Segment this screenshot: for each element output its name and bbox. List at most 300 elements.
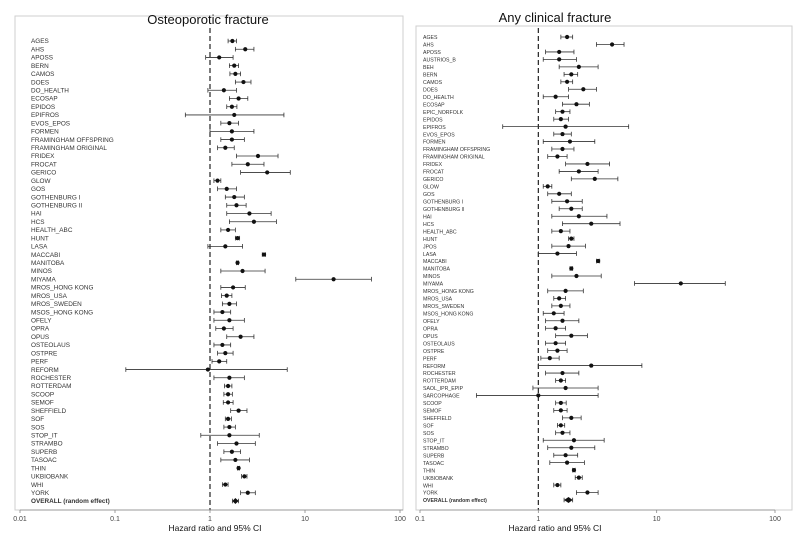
right-forest-row	[423, 50, 574, 57]
left-forest-row	[31, 87, 236, 94]
left-study-label: MSOS_HONG KONG	[31, 309, 94, 317]
left-study-label: SHEFFIELD	[31, 407, 67, 415]
right-study-label: MIYAMA	[423, 281, 444, 288]
left-study-label: EPIFROS	[31, 112, 60, 120]
left-point-estimate	[217, 359, 221, 363]
left-forest-row	[31, 235, 240, 242]
right-study-label: FROCAT	[423, 169, 444, 176]
left-forest-row	[31, 104, 237, 111]
right-study-label: BEH	[423, 65, 434, 72]
left-point-estimate	[265, 170, 269, 174]
right-forest-row	[423, 72, 578, 79]
left-point-estimate	[232, 64, 236, 68]
right-forest-row	[423, 251, 576, 258]
left-forest-row	[31, 424, 235, 431]
left-study-label: FRIDEX	[31, 153, 55, 161]
left-study-label: FRAMINGHAM OFFSPRING	[31, 136, 114, 144]
right-forest-row	[423, 468, 576, 475]
left-point-estimate	[331, 277, 335, 281]
left-study-label: OPRA	[31, 325, 50, 333]
left-forest-row	[31, 186, 236, 193]
left-point-estimate	[230, 105, 234, 109]
left-forest-row	[31, 170, 290, 177]
left-forest-row	[31, 350, 233, 357]
right-forest-row	[423, 206, 582, 213]
right-study-label: UKBIOBANK	[423, 475, 454, 482]
left-point-estimate	[227, 302, 231, 306]
right-study-label: MROS_USA	[423, 296, 453, 303]
right-study-label: LASA	[423, 251, 437, 258]
left-study-label: FRAMINGHAM ORIGINAL	[31, 144, 107, 152]
right-forest-row	[423, 341, 566, 348]
left-forest-row	[31, 375, 244, 382]
right-forest-row	[423, 430, 570, 437]
right-forest-row	[423, 199, 582, 206]
left-point-estimate	[234, 203, 238, 207]
left-study-label: UKBIOBANK	[31, 473, 69, 481]
right-forest-row	[423, 408, 567, 415]
left-forest-row	[31, 334, 254, 341]
right-study-label: OPUS	[423, 333, 438, 340]
left-study-label: TASOAC	[31, 457, 57, 465]
right-study-label: STRAMBO	[423, 445, 449, 452]
left-study-label: BERN	[31, 62, 49, 70]
right-forest-row	[423, 311, 564, 318]
right-point-estimate	[557, 57, 561, 61]
right-forest-row	[423, 363, 642, 370]
right-point-estimate	[559, 229, 563, 233]
right-study-label: HAI	[423, 214, 432, 221]
right-point-estimate	[557, 296, 561, 300]
right-study-label: AHS	[423, 42, 434, 49]
left-point-estimate	[227, 433, 231, 437]
right-study-label: MINOS	[423, 274, 441, 281]
right-point-estimate	[589, 222, 593, 226]
right-forest-row	[423, 139, 595, 146]
right-forest-row	[423, 214, 607, 221]
left-point-estimate	[230, 129, 234, 133]
right-forest-row	[423, 281, 725, 288]
right-tick-label: 10	[652, 516, 661, 523]
left-forest-row	[31, 285, 245, 292]
right-point-estimate	[559, 304, 563, 308]
left-forest-row	[31, 317, 244, 324]
left-study-label: AHS	[31, 46, 45, 54]
right-point-estimate	[555, 349, 559, 353]
left-study-label: FROCAT	[31, 161, 57, 169]
right-point-estimate	[585, 490, 589, 494]
right-forest-row	[423, 348, 567, 355]
left-study-label: MACCABI	[31, 251, 61, 259]
left-point-estimate	[256, 154, 260, 158]
right-point-estimate	[555, 154, 559, 158]
left-tick-label: 0.1	[110, 516, 120, 523]
left-study-label: YORK	[31, 489, 50, 497]
left-point-estimate	[226, 228, 230, 232]
right-forest-row	[423, 318, 579, 325]
right-tick-label: 0.1	[415, 516, 425, 523]
right-point-estimate	[565, 461, 569, 465]
right-study-label: EPIC_NORFOLK	[423, 109, 464, 116]
left-overall-diamond	[232, 498, 238, 504]
right-forest-row	[423, 445, 595, 452]
left-point-estimate	[246, 162, 250, 166]
left-forest-row	[31, 359, 227, 366]
right-study-label: HCS	[423, 221, 434, 228]
right-point-estimate	[572, 438, 576, 442]
left-study-label: OFELY	[31, 317, 52, 325]
left-forest-row	[31, 219, 276, 226]
right-point-estimate	[569, 207, 573, 211]
right-forest-row	[423, 94, 569, 101]
right-study-label: DO_HEALTH	[423, 94, 454, 101]
left-forest-row	[31, 137, 244, 144]
left-point-estimate	[236, 466, 240, 470]
right-point-estimate	[564, 386, 568, 390]
right-point-estimate	[552, 311, 556, 315]
left-forest-row	[31, 474, 247, 481]
right-forest-row	[423, 124, 629, 130]
left-forest-row	[31, 383, 232, 390]
left-forest-row	[31, 129, 254, 136]
left-forest-row	[31, 211, 271, 218]
right-point-estimate	[554, 95, 558, 99]
left-point-estimate	[247, 211, 251, 215]
right-study-label: FORMEN	[423, 139, 446, 146]
left-forest-row	[31, 482, 228, 489]
right-study-label: MSOS_HONG KONG	[423, 311, 474, 318]
left-forest-row	[31, 465, 241, 472]
right-point-estimate	[610, 42, 614, 46]
left-forest-row	[31, 342, 231, 349]
left-study-label: APOSS	[31, 54, 54, 62]
right-study-label: THIN	[423, 468, 436, 475]
right-study-label: MANITOBA	[423, 266, 450, 273]
left-forest-row	[31, 153, 278, 160]
left-point-estimate	[236, 96, 240, 100]
right-point-estimate	[569, 237, 573, 241]
right-point-estimate	[577, 214, 581, 218]
right-forest-row	[423, 483, 561, 490]
left-point-estimate	[217, 55, 221, 59]
left-study-label: HEALTH_ABC	[31, 227, 73, 235]
left-study-label: OVERALL (random effect)	[31, 498, 110, 506]
left-point-estimate	[223, 351, 227, 355]
right-study-label: SAOL_IPR_EPIP	[423, 386, 464, 393]
right-point-estimate	[679, 281, 683, 285]
right-point-estimate	[569, 334, 573, 338]
right-forest-row	[423, 177, 618, 184]
right-study-label: ROCHESTER	[423, 371, 456, 378]
right-point-estimate	[559, 378, 563, 382]
right-point-estimate	[560, 110, 564, 114]
left-study-label: CAMOS	[31, 71, 55, 79]
left-x-axis-label: Hazard ratio and 95% CI	[168, 523, 262, 533]
left-study-label: SOS	[31, 424, 45, 432]
right-forest-row	[423, 87, 596, 94]
right-study-label: GLOW	[423, 184, 439, 191]
right-point-estimate	[559, 423, 563, 427]
right-point-estimate	[589, 363, 593, 367]
left-point-estimate	[232, 113, 236, 117]
left-point-estimate	[262, 252, 266, 256]
right-forest-row	[423, 274, 601, 281]
left-point-estimate	[241, 80, 245, 84]
right-point-estimate	[566, 244, 570, 248]
right-study-label: MROS_HONG KONG	[423, 289, 474, 296]
left-point-estimate	[226, 417, 230, 421]
left-forest-row	[31, 490, 255, 497]
left-point-estimate	[239, 335, 243, 339]
right-point-estimate	[560, 371, 564, 375]
left-study-label: MANITOBA	[31, 259, 65, 267]
right-study-label: STOP_IT	[423, 438, 445, 445]
left-study-label: SOF	[31, 416, 45, 424]
right-forest-row	[423, 184, 552, 191]
right-point-estimate	[555, 251, 559, 255]
left-forest-row	[31, 194, 244, 201]
left-point-estimate	[227, 318, 231, 322]
left-forest-row	[31, 432, 259, 439]
left-study-label: GLOW	[31, 177, 51, 185]
left-study-label: AGES	[31, 38, 49, 46]
right-point-estimate	[557, 192, 561, 196]
right-forest-row	[423, 460, 584, 467]
right-study-label: APOSS	[423, 50, 441, 57]
left-study-label: MROS_SWEDEN	[31, 301, 82, 309]
left-study-label: GERICO	[31, 169, 57, 177]
right-forest-row	[423, 57, 576, 64]
right-forest-row	[423, 244, 585, 251]
left-study-label: SEMOF	[31, 399, 54, 407]
left-forest-row	[31, 293, 232, 300]
left-point-estimate	[226, 392, 230, 396]
right-forest-row	[423, 393, 598, 400]
left-study-label: MROS_HONG KONG	[31, 284, 94, 292]
right-point-estimate	[574, 102, 578, 106]
left-study-label: HCS	[31, 218, 45, 226]
left-forest-row	[31, 46, 254, 53]
right-point-estimate	[559, 117, 563, 121]
right-point-estimate	[554, 326, 558, 330]
left-forest-row	[31, 391, 232, 398]
left-study-label: ECOSAP	[31, 95, 58, 103]
left-forest-row	[31, 96, 248, 103]
right-forest-row	[423, 236, 574, 243]
left-study-label: REFORM	[31, 366, 59, 374]
left-point-estimate	[220, 343, 224, 347]
left-forest-row	[31, 38, 236, 45]
left-study-label: HAI	[31, 210, 42, 218]
left-point-estimate	[215, 179, 219, 183]
left-point-estimate	[246, 491, 250, 495]
right-point-estimate	[574, 274, 578, 278]
right-panel-frame	[416, 26, 792, 510]
left-point-estimate	[233, 72, 237, 76]
left-point-estimate	[222, 88, 226, 92]
left-point-estimate	[230, 450, 234, 454]
left-study-label: ROTTERDAM	[31, 383, 72, 391]
left-forest-row	[31, 202, 246, 209]
right-point-estimate	[564, 125, 568, 129]
right-study-label: HEALTH_ABC	[423, 229, 457, 236]
right-forest-row	[423, 378, 566, 385]
left-study-label: SCOOP	[31, 391, 55, 399]
right-overall-diamond	[564, 497, 573, 503]
right-forest-row	[423, 154, 567, 161]
left-forest-row	[31, 55, 233, 62]
right-point-estimate	[577, 475, 581, 479]
right-study-label: FRIDEX	[423, 162, 443, 169]
left-forest-row	[31, 244, 243, 251]
left-tick-label: 10	[301, 516, 309, 523]
left-study-label: LASA	[31, 243, 48, 251]
right-forest-row	[423, 423, 565, 430]
left-forest-row	[31, 408, 247, 415]
right-study-label: AUSTRIOS_B	[423, 57, 456, 64]
right-forest-row	[423, 80, 573, 87]
left-forest-row	[31, 268, 265, 275]
right-study-label: GERICO	[423, 177, 444, 184]
left-study-label: DOES	[31, 79, 50, 87]
right-study-label: TASOAC	[423, 460, 444, 467]
right-study-label: ROTTERDAM	[423, 378, 456, 385]
right-point-estimate	[560, 132, 564, 136]
right-forest-row	[423, 109, 570, 116]
right-forest-row	[423, 416, 581, 423]
left-point-estimate	[235, 261, 239, 265]
left-forest-row	[31, 112, 284, 119]
right-tick-label: 100	[769, 516, 781, 523]
left-forest-row	[31, 178, 221, 185]
left-forest-row	[31, 441, 255, 448]
left-point-estimate	[252, 220, 256, 224]
right-study-label: CAMOS	[423, 80, 443, 87]
right-forest-row	[423, 117, 569, 124]
left-study-label: MROS_USA	[31, 292, 67, 300]
left-study-label: SUPERB	[31, 448, 58, 456]
left-forest-row	[31, 252, 266, 259]
left-tick-label: 100	[394, 516, 406, 523]
left-forest-row	[31, 63, 239, 70]
right-forest-row	[423, 401, 566, 408]
right-study-label: REFORM	[423, 363, 446, 370]
left-point-estimate	[233, 458, 237, 462]
right-point-estimate	[585, 162, 589, 166]
right-forest-row	[423, 147, 574, 154]
left-point-estimate	[243, 47, 247, 51]
right-point-estimate	[560, 147, 564, 151]
left-forest-row	[31, 260, 240, 267]
right-point-estimate	[548, 356, 552, 360]
right-study-label: GOS	[423, 192, 435, 199]
right-forest-row	[423, 266, 573, 273]
right-forest-row	[423, 333, 587, 340]
right-study-label: YORK	[423, 490, 438, 497]
right-forest-row	[423, 371, 579, 378]
right-forest-row	[423, 132, 571, 139]
right-study-label: SEMOF	[423, 408, 442, 415]
right-forest-row	[423, 490, 598, 497]
right-point-estimate	[577, 169, 581, 173]
right-point-estimate	[546, 184, 550, 188]
right-point-estimate	[569, 266, 573, 270]
right-point-estimate	[536, 393, 540, 397]
right-point-estimate	[568, 139, 572, 143]
right-study-label: PERF	[423, 356, 437, 363]
left-point-estimate	[226, 400, 230, 404]
right-study-label: OVERALL (random effect)	[423, 498, 487, 505]
left-study-label: EPIDOS	[31, 103, 56, 111]
right-study-label: EPIDOS	[423, 117, 443, 124]
left-forest-row	[31, 301, 236, 308]
right-forest-row	[423, 229, 570, 236]
left-study-label: ROCHESTER	[31, 374, 72, 382]
left-study-label: OSTPRE	[31, 350, 58, 358]
left-point-estimate	[220, 310, 224, 314]
left-point-estimate	[222, 326, 226, 330]
left-study-label: OPUS	[31, 333, 50, 341]
left-study-label: OSTEOLAUS	[31, 342, 71, 350]
right-forest-row	[423, 65, 598, 72]
left-study-label: STOP_IT	[31, 432, 58, 440]
right-point-estimate	[565, 199, 569, 203]
right-forest-row	[423, 221, 620, 228]
left-forest-row	[31, 145, 234, 152]
right-study-label: OSTPRE	[423, 348, 445, 355]
right-study-label: HUNT	[423, 236, 438, 243]
right-study-label: SCOOP	[423, 401, 442, 408]
left-point-estimate	[206, 367, 210, 371]
left-forest-row	[31, 367, 287, 374]
left-point-estimate	[227, 376, 231, 380]
left-study-label: DO_HEALTH	[31, 87, 69, 95]
right-point-estimate	[557, 50, 561, 54]
right-point-estimate	[569, 416, 573, 420]
right-study-label: SOS	[423, 430, 434, 437]
left-tick-label: 0.01	[13, 516, 27, 523]
right-point-estimate	[572, 468, 576, 472]
left-study-label: GOS	[31, 186, 46, 194]
left-forest-row	[31, 326, 233, 333]
right-point-estimate	[555, 483, 559, 487]
right-point-estimate	[565, 35, 569, 39]
left-tick-label: 1	[208, 516, 212, 523]
right-study-label: SOF	[423, 423, 434, 430]
right-study-label: BERN	[423, 72, 438, 79]
right-study-label: OFELY	[423, 318, 440, 325]
left-forest-row	[31, 120, 239, 127]
right-study-label: OPRA	[423, 326, 438, 333]
left-point-estimate	[227, 425, 231, 429]
left-study-label: HUNT	[31, 235, 49, 243]
right-forest-row	[423, 289, 583, 296]
left-forest-row	[31, 276, 371, 283]
right-tick-label: 1	[536, 516, 541, 523]
right-forest-row	[423, 438, 604, 445]
right-study-label: FRAMINGHAM OFFSPRING	[423, 147, 491, 154]
right-point-estimate	[569, 446, 573, 450]
right-forest-row	[423, 296, 566, 303]
right-forest-row	[423, 497, 573, 504]
left-point-estimate	[236, 409, 240, 413]
left-point-estimate	[227, 121, 231, 125]
left-study-label: FORMEN	[31, 128, 59, 136]
right-study-label: EVOS_EPOS	[423, 132, 455, 139]
right-study-label: WHI	[423, 483, 434, 490]
right-forest-row	[423, 386, 598, 393]
right-study-label: DOES	[423, 87, 438, 94]
